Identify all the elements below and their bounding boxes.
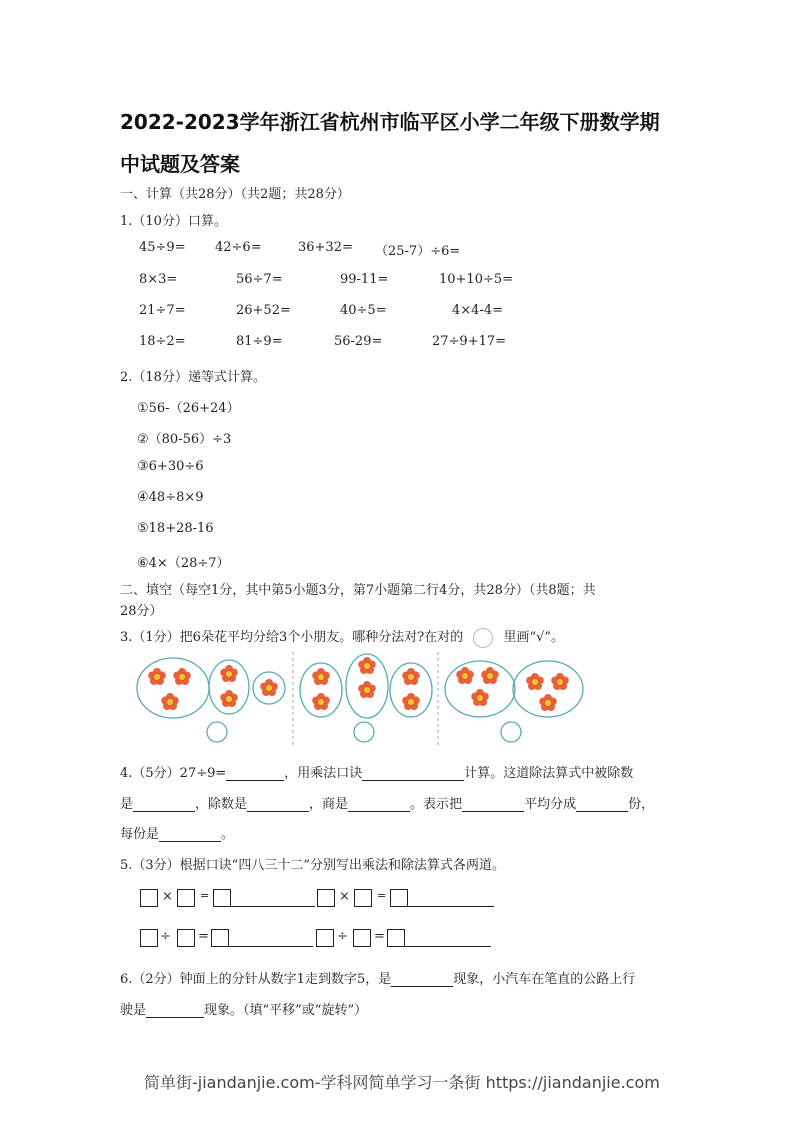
q4-line3	[120, 823, 234, 842]
footer-watermark: 简单街-jiandanjie.com-学科网简单学习一条街 https://jiandanjie.com	[144, 1073, 660, 1092]
answer-box[interactable]	[387, 929, 405, 947]
section2-heading-line1: 二、填空（每空1分，其中第5小题3分，第7小题第二行4分，共28分）（共8题；共	[120, 583, 596, 598]
q4-text: 。表示把	[410, 797, 463, 812]
q2-item: ⑤18+28-16	[137, 521, 214, 536]
section1-heading: 一、计算（共28分）（共2题；共28分）	[120, 187, 350, 202]
page-title-line2: 中试题及答案	[120, 152, 240, 176]
q2-item: ①56-（26+24）	[137, 401, 240, 416]
answer-blank[interactable]	[146, 1003, 204, 1018]
q2-item: ③6+30÷6	[137, 459, 204, 474]
flower-division-illustration	[130, 650, 590, 750]
q1-item: （25-7）÷6=	[375, 244, 461, 259]
q3-question	[120, 626, 564, 648]
q2-item: ⑥4×（28÷7）	[137, 556, 230, 571]
answer-box[interactable]	[211, 929, 229, 947]
section2-heading-line2: 28分）	[120, 604, 163, 619]
answer-blank[interactable]	[159, 827, 221, 842]
q4-text: 计算。这道除法算式中被除数	[464, 766, 634, 781]
equals-sign: =	[377, 889, 387, 902]
answer-box[interactable]	[317, 889, 335, 907]
times-sign: ×	[162, 889, 173, 904]
equals-sign: =	[200, 889, 210, 902]
q1-item: 56÷7=	[236, 272, 283, 287]
answer-box[interactable]	[353, 929, 371, 947]
answer-circle-icon	[473, 628, 493, 648]
answer-blank[interactable]	[391, 972, 453, 987]
option3-group	[445, 661, 583, 742]
answer-box[interactable]	[390, 889, 408, 907]
q4-text: 是	[120, 797, 134, 812]
answer-box[interactable]	[213, 889, 231, 907]
q1-item: 4×4-4=	[452, 303, 503, 318]
q1-item: 99-11=	[340, 272, 389, 287]
q1-item: 45÷9=	[139, 240, 186, 255]
answer-line[interactable]	[231, 906, 315, 907]
q1-item: 18÷2=	[139, 334, 186, 349]
q4-text: ，商是	[309, 797, 349, 812]
answer-box[interactable]	[316, 929, 334, 947]
q1-item: 40÷5=	[340, 303, 387, 318]
divide-sign: ÷	[160, 929, 171, 944]
q6-line2	[120, 999, 367, 1018]
q6-text: 驶是	[120, 1003, 147, 1018]
q4-text: 4.（5分）27÷9=	[120, 766, 227, 781]
q4-text: 每份是	[120, 827, 160, 842]
q5-label: 5.（3分）根据口诀“四八三十二”分别写出乘法和除法算式各两道。	[120, 858, 505, 873]
answer-line[interactable]	[405, 946, 491, 947]
q4-text: ，除数是	[195, 797, 248, 812]
q6-line1	[120, 968, 635, 987]
q6-text: 6.（2分）钟面上的分针从数字1走到数字5，是	[120, 972, 392, 987]
q2-label: 2.（18分）递等式计算。	[120, 370, 266, 385]
q1-item: 26+52=	[236, 303, 291, 318]
q3-text-after: 里画“√”。	[503, 630, 565, 645]
q2-item: ④48÷8×9	[137, 490, 204, 505]
answer-line[interactable]	[408, 906, 494, 907]
equals-sign: =	[374, 929, 385, 944]
q1-label: 1.（10分）口算。	[120, 214, 227, 229]
q4-text: 。	[221, 827, 235, 842]
q4-text: 平均分成	[524, 797, 577, 812]
q4-line2	[120, 793, 654, 812]
q6-text: 现象。（填“平移”或“旋转”）	[204, 1003, 368, 1018]
q4-text: ，用乘法口诀	[284, 766, 363, 781]
q1-item: 8×3=	[139, 272, 178, 287]
q1-item: 42÷6=	[215, 240, 262, 255]
q4-line1	[120, 762, 633, 781]
q1-item: 36+32=	[298, 240, 353, 255]
answer-box[interactable]	[140, 929, 158, 947]
option2-answer-circle	[354, 722, 374, 742]
q1-item: 21÷7=	[139, 303, 186, 318]
answer-blank[interactable]	[362, 766, 464, 781]
flower-groups-svg	[130, 650, 590, 750]
answer-blank[interactable]	[348, 797, 410, 812]
answer-blank[interactable]	[133, 797, 195, 812]
answer-line[interactable]	[229, 946, 313, 947]
answer-box[interactable]	[177, 929, 195, 947]
q4-text: 份，	[628, 797, 655, 812]
q2-item: ②（80-56）÷3	[137, 432, 232, 447]
answer-blank[interactable]	[226, 766, 284, 781]
answer-box[interactable]	[177, 889, 195, 907]
option1-answer-circle	[207, 722, 227, 742]
option2-group	[300, 654, 432, 742]
q1-item: 56-29=	[334, 334, 383, 349]
q1-item: 81÷9=	[236, 334, 283, 349]
answer-box[interactable]	[140, 889, 158, 907]
answer-blank[interactable]	[576, 797, 628, 812]
option1-group	[137, 658, 285, 742]
q1-item: 27÷9+17=	[432, 334, 507, 349]
q3-text-before: 3.（1分）把6朵花平均分给3个小朋友。哪种分法对?在对的	[120, 630, 464, 645]
divide-sign: ÷	[337, 929, 348, 944]
q1-item: 10+10÷5=	[439, 272, 514, 287]
answer-blank[interactable]	[247, 797, 309, 812]
times-sign: ×	[339, 889, 350, 904]
equals-sign: =	[198, 929, 209, 944]
answer-box[interactable]	[354, 889, 372, 907]
answer-blank[interactable]	[462, 797, 524, 812]
q6-text: 现象，小汽车在笔直的公路上行	[453, 972, 636, 987]
option3-answer-circle	[501, 722, 521, 742]
page-title-line1: 2022-2023学年浙江省杭州市临平区小学二年级下册数学期	[120, 110, 660, 134]
